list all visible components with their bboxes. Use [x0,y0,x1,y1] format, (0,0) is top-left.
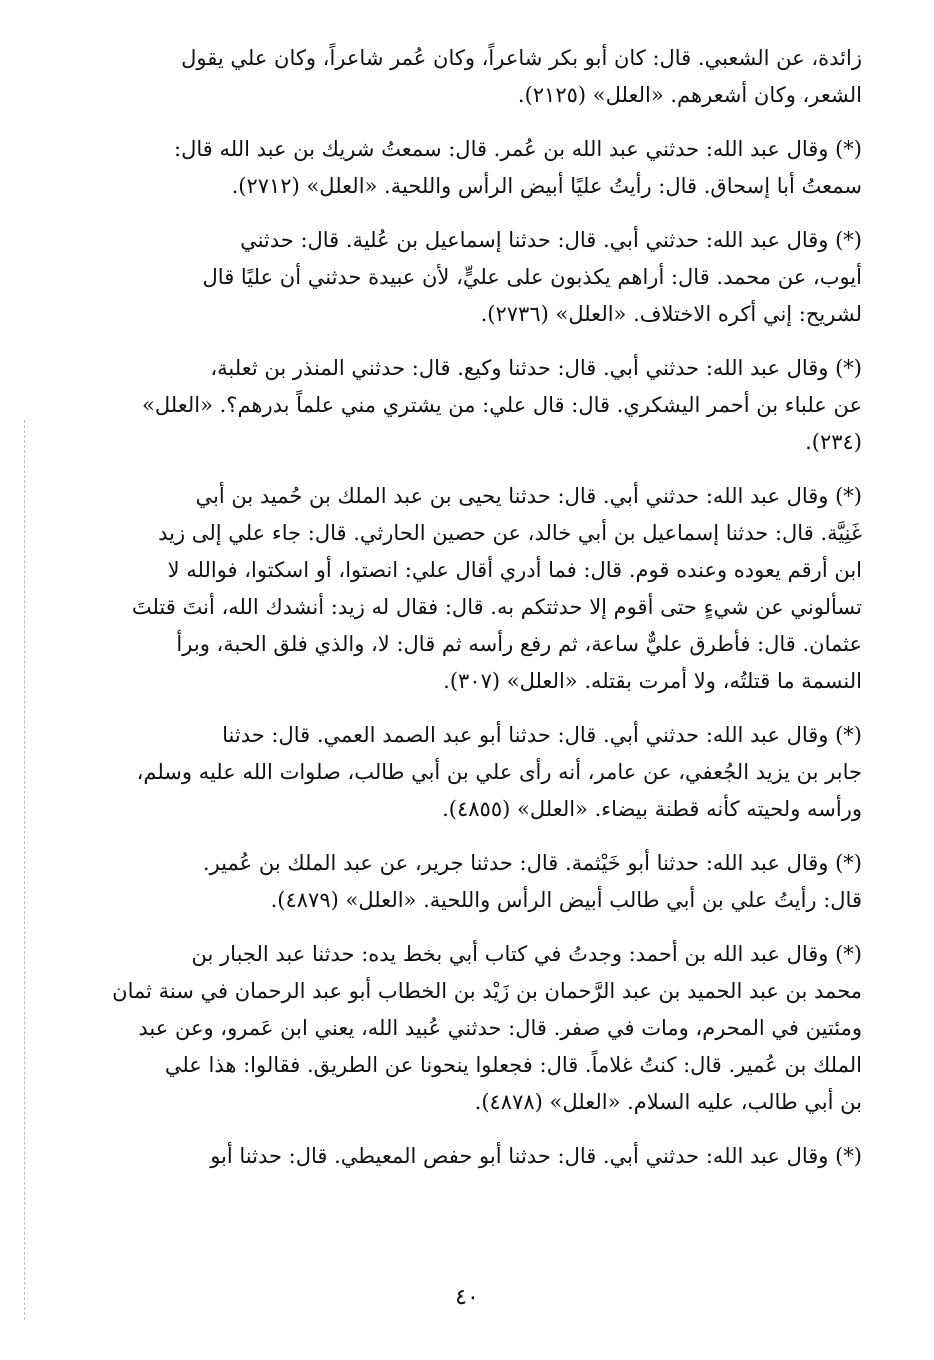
text-line: (*) وقال عبد الله: حدثني أبي. قال: حدثنا وكيع. قال: حدثني المنذر بن ثعلبة، [210,356,862,380]
hadith-paragraph [82,1138,862,1175]
text-line: (٢٣٤). [805,430,862,454]
hadith-paragraph [82,222,862,333]
hadith-paragraph [82,478,862,700]
text-line: (*) وقال عبد الله: حدثني أبي. قال: حدثنا أبو حفص المعيطي. قال: حدثنا أبو [210,1144,862,1168]
text-line: محمد بن عبد الحميد بن عبد الرَّحمان بن زَيْد بن الخطاب أبو عبد الرحمان في سنة ثمان [112,979,862,1003]
text-line: ومئتين في المحرم، ومات في صفر. قال: حدثني عُبيد الله، يعني ابن عَمرو، وعن عبد [138,1016,862,1040]
text-line: ورأسه ولحيته كأنه قطنة بيضاء. «العلل» (٤٨٥٥). [442,797,862,821]
text-line: عثمان. قال: فأطرق عليٌّ ساعة، ثم رفع رأسه ثم قال: لا، والذي فلق الحبة، وبرأ [176,632,862,656]
book-page [82,40,862,1330]
text-line: تسألوني عن شيءٍ حتى أقوم إلا حدثتكم به. قال: فقال له زيد: أنشدك الله، أنتَ قتلتَ [131,595,862,619]
text-line: زائدة، عن الشعبي. قال: كان أبو بكر شاعراً، وكان عُمر شاعراً، وكان علي يقول [181,46,862,70]
text-line: (*) وقال عبد الله: حدثني أبي. قال: حدثنا إسماعيل بن عُلية. قال: حدثني [240,228,862,252]
text-line: النسمة ما قتلتُه، ولا أمرت بقتله. «العلل» (٣٠٧). [443,669,862,693]
page-number: ٤٠ [455,1285,479,1310]
hadith-paragraph [82,936,862,1121]
text-line: بن أبي طالب، عليه السلام. «العلل» (٤٨٧٨). [474,1090,862,1114]
text-line: ابن أرقم يعوده وعنده قوم. قال: فما أدري أقال علي: انصتوا، أو اسكتوا، فوالله لا [167,558,862,582]
text-line: عن علباء بن أحمر اليشكري. قال: قال علي: من يشتري مني علماً بدرهم؟. «العلل» [142,393,862,417]
hadith-paragraph [82,350,862,461]
text-line: (*) وقال عبد الله: حدثنا أبو خَيْثمة. قال: حدثنا جرير، عن عبد الملك بن عُمير. [202,851,862,875]
text-line: جابر بن يزيد الجُعفي، عن عامر، أنه رأى علي بن أبي طالب، صلوات الله عليه وسلم، [136,760,862,784]
hadith-paragraph [82,131,862,205]
text-line: قال: رأيتُ علي بن أبي طالب أبيض الرأس واللحية. «العلل» (٤٨٧٩). [270,888,862,912]
hadith-paragraph [82,845,862,919]
scan-margin-mark [24,420,26,1320]
text-line: (*) وقال عبد الله بن أحمد: وجدتُ في كتاب أبي بخط يده: حدثنا عبد الجبار بن [191,942,862,966]
text-line: لشريح: إني أكره الاختلاف. «العلل» (٢٧٣٦). [480,302,862,326]
text-line: سمعتُ أبا إسحاق. قال: رأيتُ عليًا أبيض الرأس واللحية. «العلل» (٢٧١٢). [231,174,862,198]
hadith-paragraph [82,717,862,828]
hadith-paragraph [82,40,862,114]
text-line: أيوب، عن محمد. قال: أراهم يكذبون على عليٍّ، لأن عبيدة حدثني أن عليًا قال [202,265,862,289]
text-line: غَنِيَّة. قال: حدثنا إسماعيل بن أبي خالد، عن حصين الحارثي. قال: جاء علي إلى زيد [158,521,862,545]
text-line: الشعر، وكان أشعرهم. «العلل» (٢١٢٥). [517,83,862,107]
text-line: (*) وقال عبد الله: حدثني أبي. قال: حدثنا يحيى بن عبد الملك بن حُميد بن أبي [195,484,862,508]
text-line: الملك بن عُمير. قال: كنتُ غلاماً. قال: فجعلوا ينحونا عن الطريق. فقالوا: هذا علي [164,1053,862,1077]
text-line: (*) وقال عبد الله: حدثني عبد الله بن عُمر. قال: سمعتُ شريك بن عبد الله قال: [174,137,862,161]
text-line: (*) وقال عبد الله: حدثني أبي. قال: حدثنا أبو عبد الصمد العمي. قال: حدثنا [222,723,862,747]
